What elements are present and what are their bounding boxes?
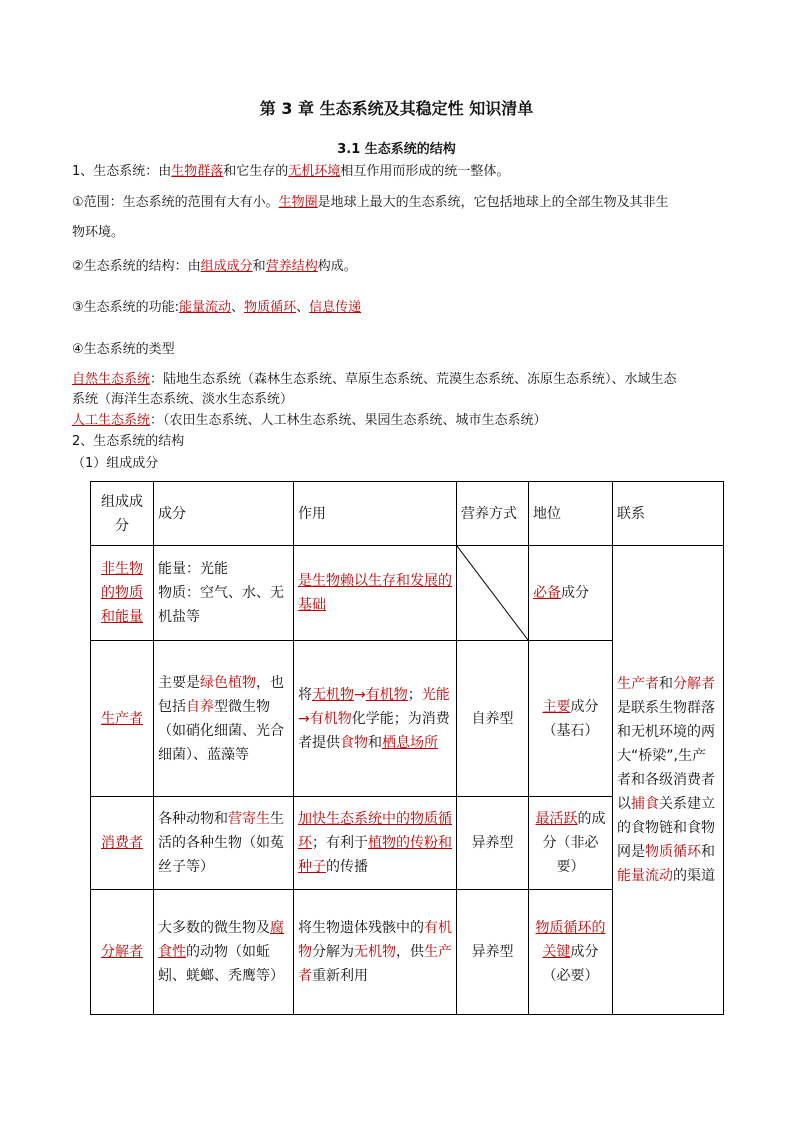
keyword: 自然生态系统 xyxy=(72,372,151,387)
text: 和 xyxy=(252,259,266,274)
text: 是地球上最大的生态系统，它包括地球上的全部生物及其非生 xyxy=(317,195,669,210)
cell-chengfen: 能量：光能 物质：空气、水、无机盐等 xyxy=(154,546,294,641)
paragraph-structure xyxy=(72,255,357,274)
paragraph-natural xyxy=(72,368,677,387)
cell-diwei: 必备成分 xyxy=(529,546,613,641)
keyword: 营养结构 xyxy=(265,259,318,274)
components-table xyxy=(90,481,724,1015)
text: ③生态系统的功能: xyxy=(72,300,180,315)
header-zucheng: 组成成分 xyxy=(91,482,154,546)
row-name: 生产者 xyxy=(91,641,154,797)
cell-zuoyong: 将无机物→有机物；光能→有机物化学能；为消费者提供食物和栖息场所 xyxy=(294,641,457,797)
header-zuoyong: 作用 xyxy=(294,482,457,546)
row-name: 非生物的物质和能量 xyxy=(91,546,154,641)
section-title: 3.1 生态系统的结构 xyxy=(337,142,456,157)
cell-empty-diagonal xyxy=(457,546,529,641)
cell-chengfen: 各种动物和营寄生生活的各种生物（如菟丝子等） xyxy=(154,797,294,890)
keyword: 人工生态系统 xyxy=(72,413,151,428)
paragraph-structure-heading: 2、生态系统的结构 xyxy=(72,434,185,449)
row-name: 消费者 xyxy=(91,797,154,890)
chapter-title: 第 3 章 生态系统及其稳定性 知识清单 xyxy=(259,99,534,118)
cell-zuoyong: 是生物赖以生存和发展的基础 xyxy=(294,546,457,641)
text: 、 xyxy=(231,300,245,315)
header-diwei: 地位 xyxy=(529,482,613,546)
cell-zuoyong: 加快生态系统中的物质循环；有利于植物的传粉和种子的传播 xyxy=(294,797,457,890)
text: ②生态系统的结构：由 xyxy=(72,259,201,274)
diagonal-line xyxy=(457,546,528,640)
text: 和它生存的 xyxy=(223,164,289,179)
cell-zuoyong: 将生物遗体残骸中的有机物分解为无机物，供生产者重新利用 xyxy=(294,890,457,1015)
cell-diwei: 最活跃的成分（非必要） xyxy=(529,797,613,890)
keyword: 组成成分 xyxy=(200,259,253,274)
text: 构成。 xyxy=(317,259,357,274)
keyword: 生物群落 xyxy=(171,164,224,179)
text: ：陆地生态系统（森林生态系统、草原生态系统、荒漠生态系统、冻原生态系统）、水域生态 xyxy=(150,372,677,387)
paragraph-range xyxy=(72,191,669,210)
text: 、 xyxy=(296,300,310,315)
text: 相互作用而形成的统一整体。 xyxy=(340,164,510,179)
keyword: 生物圈 xyxy=(278,195,318,210)
keyword: 能量流动 xyxy=(179,300,232,315)
paragraph-types: ④生态系统的类型 xyxy=(72,342,175,357)
table-header-row xyxy=(91,482,724,546)
cell-yingyang: 异养型 xyxy=(457,797,529,890)
cell-yingyang: 异养型 xyxy=(457,890,529,1015)
paragraph-function xyxy=(72,296,361,315)
paragraph-components-heading: （1）组成成分 xyxy=(72,456,159,471)
cell-yingyang: 自养型 xyxy=(457,641,529,797)
header-yingyang: 营养方式 xyxy=(457,482,529,546)
paragraph-definition xyxy=(72,160,509,179)
cell-chengfen: 主要是绿色植物，也包括自养型微生物（如硝化细菌、光合细菌）、蓝藻等 xyxy=(154,641,294,797)
text: ：（农田生态系统、人工林生态系统、果园生态系统、城市生态系统） xyxy=(150,413,547,428)
cell-lianxi: 生产者和分解者是联系生物群落和无机环境的两大“桥梁”,生产者和各级消费者以捕食关系建立的食物链和食物网是物质循环和能量流动的渠道 xyxy=(613,546,724,1015)
cell-diwei: 主要成分（基石） xyxy=(529,641,613,797)
cell-diwei: 物质循环的关键成分（必要） xyxy=(529,890,613,1015)
paragraph-range-cont: 物环境。 xyxy=(72,225,125,240)
text: 1、生态系统：由 xyxy=(72,164,172,179)
keyword: 物质循环 xyxy=(244,300,297,315)
row-name: 分解者 xyxy=(91,890,154,1015)
paragraph-natural-cont: 系统（海洋生态系统、淡水生态系统） xyxy=(72,392,294,407)
paragraph-artificial xyxy=(72,409,547,428)
keyword: 无机环境 xyxy=(288,164,341,179)
header-chengfen: 成分 xyxy=(154,482,294,546)
table-row xyxy=(91,546,724,641)
text: ①范围：生态系统的范围有大有小。 xyxy=(72,195,279,210)
header-lianxi: 联系 xyxy=(613,482,724,546)
cell-chengfen: 大多数的微生物及腐食性的动物（如蚯蚓、蜣螂、秃鹰等） xyxy=(154,890,294,1015)
keyword: 信息传递 xyxy=(309,300,362,315)
